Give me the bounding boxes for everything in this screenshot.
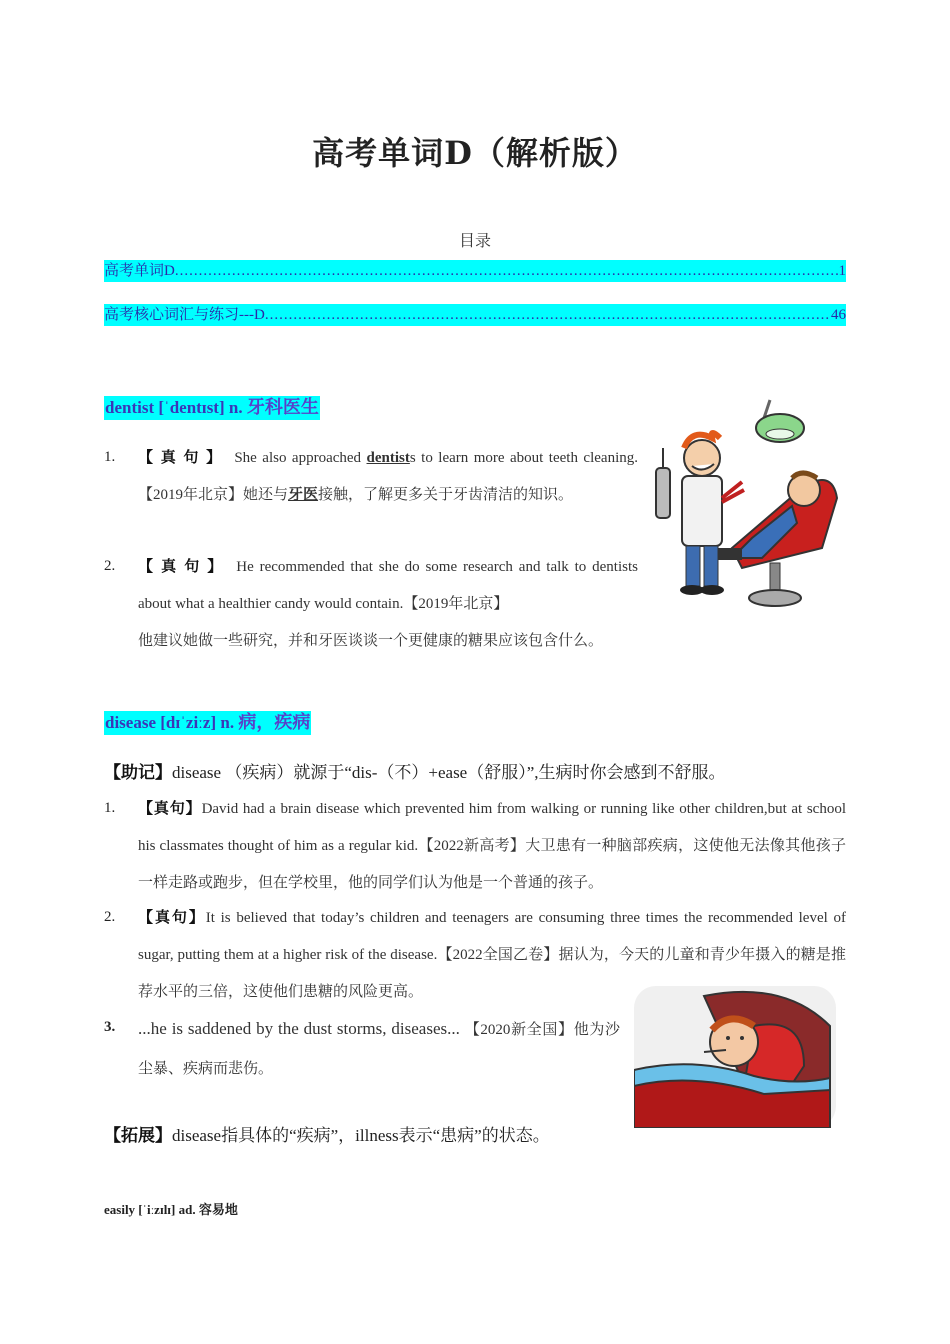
sick-child-cartoon [634, 986, 836, 1128]
toc-item-2[interactable] [104, 304, 846, 326]
toc-item-page: 1 [838, 263, 846, 279]
example-sentence-3 [138, 1010, 620, 1088]
headword-dentist [104, 396, 320, 420]
toc-item-label: 高考核心词汇与练习---D [104, 307, 265, 323]
sentence-en: s to learn more about teeth cleaning. [409, 450, 638, 466]
source-label: 【2019年北京】 [403, 596, 509, 612]
headword-meaning: 病，疾病 [238, 712, 311, 733]
memo-text: disease （疾病）就源于“dis-（不）+ease（舒服）”,生病时你会感到不舒服。 [172, 763, 726, 782]
dentist-cartoon [652, 398, 850, 616]
highlight-word: 牙医 [288, 487, 319, 503]
sentence-en: ...he is saddened by the dust storms, diseases... [138, 1019, 460, 1038]
sentence-cn: 大卫患有一种脑部疾病，这使他无法像其他孩子一样走路或跑步，但在学校里，他的同学们认为他是一个普通的孩子。 [138, 838, 846, 891]
sentence-cn: 她还与 [243, 487, 289, 503]
list-number: 2. [104, 909, 116, 925]
list-number: 2. [104, 558, 116, 574]
example-sentence-1 [138, 440, 638, 514]
headword-meaning: 容易地 [198, 1202, 238, 1217]
sentence-en: He recommended that she do some research and talk to dentists about what a healthier candy would contain. [138, 559, 638, 612]
source-label: 【2022全国乙卷】 [437, 947, 559, 963]
source-label: 【2022新高考】 [418, 838, 526, 854]
list-number: 1. [104, 449, 116, 465]
toc-item-label: 高考单词D [104, 263, 175, 279]
toc-leader [265, 304, 831, 326]
extension-note [104, 1117, 620, 1154]
source-label: 【2019年北京】 [138, 487, 244, 503]
example-sentence-2 [138, 549, 638, 623]
sentence-cn: 他建议她做一些研究，并和牙医谈谈一个更健康的糖果应该包含什么。 [138, 633, 604, 649]
tag-label: 【真句】 [138, 559, 231, 575]
sentence-en: It is believed that today’s children and teenagers are consuming three times the recommended level of sugar, putting them at a higher risk of the disease. [138, 910, 846, 963]
headword-text: easily [ˈiːzɪlɪ] ad. [104, 1202, 196, 1217]
headword-text: dentist [ˈdentɪst] n. [105, 398, 243, 417]
sentence-en: David had a brain disease which prevented him from walking or running like other children,but at school his classmates thought of him as a regular kid. [138, 801, 846, 854]
tag-label: 【真句】 [138, 801, 202, 817]
headword-disease [104, 711, 311, 735]
list-number: 3. [104, 1019, 116, 1035]
sentence-cn: 他为沙尘暴、疾病而悲伤。 [138, 1022, 620, 1077]
headword-text: disease [dɪˈziːz] n. [105, 713, 235, 732]
extension-text: disease指具体的“疾病”，illness表示“患病”的状态。 [172, 1126, 550, 1145]
toc-leader [175, 260, 839, 282]
list-number: 1. [104, 800, 116, 816]
source-label: 【2020新全国】 [464, 1022, 574, 1038]
toc-item-1[interactable] [104, 260, 846, 282]
memo-note [104, 754, 846, 791]
page-title: 高考单词D（解析版） [312, 134, 638, 172]
sentence-cn: 据认为，今天的儿童和青少年摄入的糖是推荐水平的三倍，这使他们患糖的风险更高。 [138, 947, 846, 1000]
example-sentence-1 [138, 791, 846, 902]
highlight-word: dentist [366, 450, 410, 466]
sentence-cn: 接触，了解更多关于牙齿清洁的知识。 [318, 487, 574, 503]
sentence-en: She also approached [234, 450, 367, 466]
tag-label: 【真句】 [138, 450, 229, 466]
toc-item-page: 46 [831, 307, 846, 323]
toc-heading: 目录 [458, 233, 491, 250]
tag-label: 【助记】 [104, 763, 172, 782]
tag-label: 【真句】 [138, 910, 206, 926]
headword-meaning: 牙科医生 [246, 397, 319, 418]
headword-easily [104, 1199, 238, 1218]
tag-label: 【拓展】 [104, 1126, 172, 1145]
